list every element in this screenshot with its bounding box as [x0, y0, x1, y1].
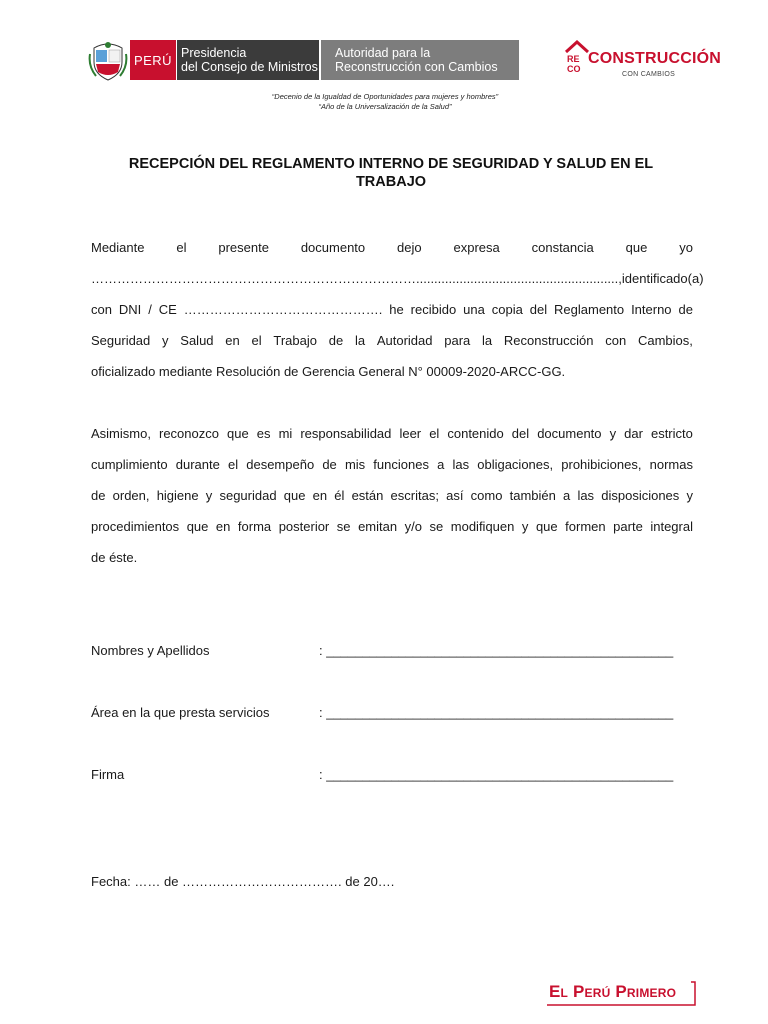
area-field[interactable]: : ________________________________________________ — [319, 705, 674, 720]
pcm-line-2: del Consejo de Ministros — [181, 60, 318, 74]
paragraph-word: en — [225, 333, 240, 348]
p2-line-1 — [91, 418, 693, 449]
paragraph-word: emitan — [358, 519, 398, 534]
paragraph-word: y — [162, 333, 169, 348]
paragraph-word: Asimismo, — [91, 426, 151, 441]
signature-label: Firma — [91, 767, 125, 782]
paragraph-word: posterior — [278, 519, 330, 534]
paragraph-word: DNI — [118, 302, 142, 317]
paragraph-word: a — [563, 488, 571, 503]
reco-subtitle: CON CAMBIOS — [622, 71, 676, 78]
peru-brand-block — [130, 40, 176, 80]
paragraph-word: yo — [679, 240, 693, 255]
paragraph-word: Cambios, — [637, 333, 693, 348]
paragraph-word: para — [444, 333, 471, 348]
paragraph-word: y — [686, 488, 693, 503]
paragraph-word: se — [429, 519, 444, 534]
paragraph-word: cumplimiento — [91, 457, 168, 472]
identified-text: identificado(a) — [621, 271, 704, 286]
paragraph-word: la — [354, 333, 366, 348]
paragraph-word: están — [351, 488, 384, 503]
paragraph-word: él — [334, 488, 345, 503]
paragraph-word: dar — [624, 426, 643, 441]
paragraph-word: Interno — [631, 302, 672, 317]
paragraph-word: el — [251, 333, 262, 348]
paragraph-word: Reglamento — [554, 302, 625, 317]
paragraph-word: que — [186, 519, 209, 534]
paragraph-word: y — [205, 488, 213, 503]
paragraph-word: procedimientos — [91, 519, 180, 534]
paragraph-word: a — [437, 457, 445, 472]
paragraph-word: prohibiciones, — [561, 457, 642, 472]
reco-mark-top: RE — [567, 54, 580, 64]
name-label: Nombres y Apellidos — [91, 643, 210, 658]
paragraph-word: reconozco — [159, 426, 219, 441]
paragraph-word: que — [227, 426, 249, 441]
reco-wordmark: CONSTRUCCIÓN — [588, 50, 722, 67]
paragraph-word: el — [176, 240, 187, 255]
paragraph-word: responsabilidad — [300, 426, 392, 441]
paragraph-word: y — [521, 519, 529, 534]
paragraph-line — [91, 480, 693, 511]
paragraph-line — [91, 511, 693, 542]
arcc-line-2: Reconstrucción con Cambios — [335, 60, 498, 74]
paragraph-word: como — [470, 488, 503, 503]
paragraph-word: integral — [650, 519, 693, 534]
paragraph-word: higiene — [156, 488, 199, 503]
paragraph-word: y — [609, 426, 617, 441]
house-icon — [564, 40, 590, 74]
paragraph-word: mi — [278, 426, 293, 441]
paragraph-word: leer — [399, 426, 422, 441]
paragraph-line — [91, 232, 693, 263]
paragraph-word: es — [256, 426, 271, 441]
paragraph-word: las — [577, 488, 595, 503]
decade-motto: “Decenio de la Igualdad de Oportunidades para mujeres y hombres” — [271, 92, 499, 101]
paragraph-word: y/o — [404, 519, 422, 534]
paragraph-line — [91, 542, 693, 573]
name-dotted-blank: …………………………………………………………………........................................................, — [91, 271, 622, 286]
paragraph-word: desempeño — [246, 457, 315, 472]
paragraph-word: disposiciones — [601, 488, 680, 503]
paragraph-line — [91, 294, 693, 325]
seguridad-line — [91, 325, 693, 356]
footer-slogan: El Perú Primero — [549, 982, 677, 1001]
pcm-brand-block — [177, 40, 319, 80]
area-label: Área en la que presta servicios — [91, 705, 270, 720]
paragraph-word: dejo — [397, 240, 422, 255]
paragraph-word: de — [322, 457, 337, 472]
paragraph-word: ………………………………………. — [183, 302, 383, 317]
peru-coat-of-arms-icon — [88, 40, 128, 82]
paragraph-word: Seguridad — [91, 333, 151, 348]
paragraph-word: se — [336, 519, 351, 534]
paragraph-word: parte — [613, 519, 643, 534]
year-motto: “Año de la Universalización de la Salud” — [318, 102, 452, 111]
paragraph-word: con — [91, 302, 112, 317]
arcc-brand-block — [321, 40, 519, 80]
p2-line-3 — [91, 480, 693, 511]
paragraph-word: documento — [537, 426, 602, 441]
paragraph-word: recibido — [410, 302, 457, 317]
reconstruccion-logo — [564, 40, 722, 84]
p2-line-2 — [91, 449, 693, 480]
document-title: RECEPCIÓN DEL REGLAMENTO INTERNO DE SEGURIDAD Y SALUD EN EL TRABAJO — [128, 156, 654, 190]
paragraph-word: Reconstrucción — [503, 333, 594, 348]
paragraph-line — [91, 263, 704, 294]
paragraph-word: el — [227, 457, 239, 472]
paragraph-word: en — [215, 519, 231, 534]
name-field[interactable]: : ________________________________________________ — [319, 643, 674, 658]
resolution-line: oficializado mediante Resolución de Gerencia General N° 00009-2020-ARCC-GG. — [91, 364, 566, 379]
paragraph-word: durante — [175, 457, 220, 472]
paragraph-word: en — [312, 488, 328, 503]
pcm-line-1: Presidencia — [181, 46, 247, 60]
paragraph-word: que — [625, 240, 648, 255]
paragraph-word: orden, — [112, 488, 150, 503]
paragraph-word: constancia — [531, 240, 594, 255]
paragraph-word: contenido — [447, 426, 504, 441]
paragraph-word: del — [511, 426, 530, 441]
paragraph-word: de — [91, 488, 106, 503]
paragraph-word: Autoridad — [376, 333, 433, 348]
paragraph-word: el — [429, 426, 440, 441]
peru-label: PERÚ — [133, 52, 173, 68]
paragraph-word: forma — [237, 519, 272, 534]
paragraph-word: con — [605, 333, 627, 348]
paragraph-word: documento — [300, 240, 366, 255]
paragraph-word: escritas; — [390, 488, 439, 503]
paragraph-word: expresa — [453, 240, 500, 255]
paragraph-line — [91, 325, 693, 356]
paragraph-word: Mediante — [91, 240, 145, 255]
paragraph-line — [91, 449, 693, 480]
paragraph-word: la — [482, 333, 493, 348]
paragraph-word: las — [452, 457, 470, 472]
paragraph-word: que — [283, 488, 306, 503]
paragraph-word: he — [389, 302, 404, 317]
paragraph-word: así — [446, 488, 464, 503]
paragraph-word: copia — [491, 302, 523, 317]
dni-line — [91, 294, 693, 325]
paragraph-word: que — [535, 519, 558, 534]
paragraph-word: seguridad — [219, 488, 277, 503]
paragraph-responsibility — [91, 418, 693, 573]
paragraph-word: presente — [218, 240, 269, 255]
paragraph-line — [91, 356, 693, 387]
paragraph-acknowledgement — [91, 232, 704, 387]
paragraph-word: formen — [565, 519, 606, 534]
date-field[interactable]: Fecha: …… de ………………………………. de 20…. — [91, 874, 395, 889]
paragraph-word: funciones — [373, 457, 429, 472]
paragraph-word: estricto — [650, 426, 693, 441]
reco-mark-bottom: CO — [567, 64, 581, 74]
paragraph-word: mis — [344, 457, 366, 472]
paragraph-word: / — [148, 302, 152, 317]
paragraph-word: una — [463, 302, 485, 317]
paragraph-word: del — [529, 302, 548, 317]
paragraph-word: Salud — [180, 333, 214, 348]
arcc-line-1: Autoridad para la — [335, 46, 431, 60]
paragraph-word: también — [509, 488, 556, 503]
signature-field[interactable]: : ________________________________________________ — [319, 767, 674, 782]
paragraph-line — [91, 418, 693, 449]
paragraph-word: obligaciones, — [477, 457, 554, 472]
paragraph-word: normas — [649, 457, 693, 472]
paragraph-word: de — [678, 302, 693, 317]
el-peru-primero-logo — [545, 980, 700, 1008]
paragraph-word: de — [328, 333, 344, 348]
p2-line-5: de éste. — [91, 550, 138, 565]
paragraph-word: modifiquen — [450, 519, 515, 534]
paragraph-word: Trabajo — [273, 333, 317, 348]
paragraph-word: CE — [158, 302, 177, 317]
p2-line-4 — [91, 511, 693, 542]
